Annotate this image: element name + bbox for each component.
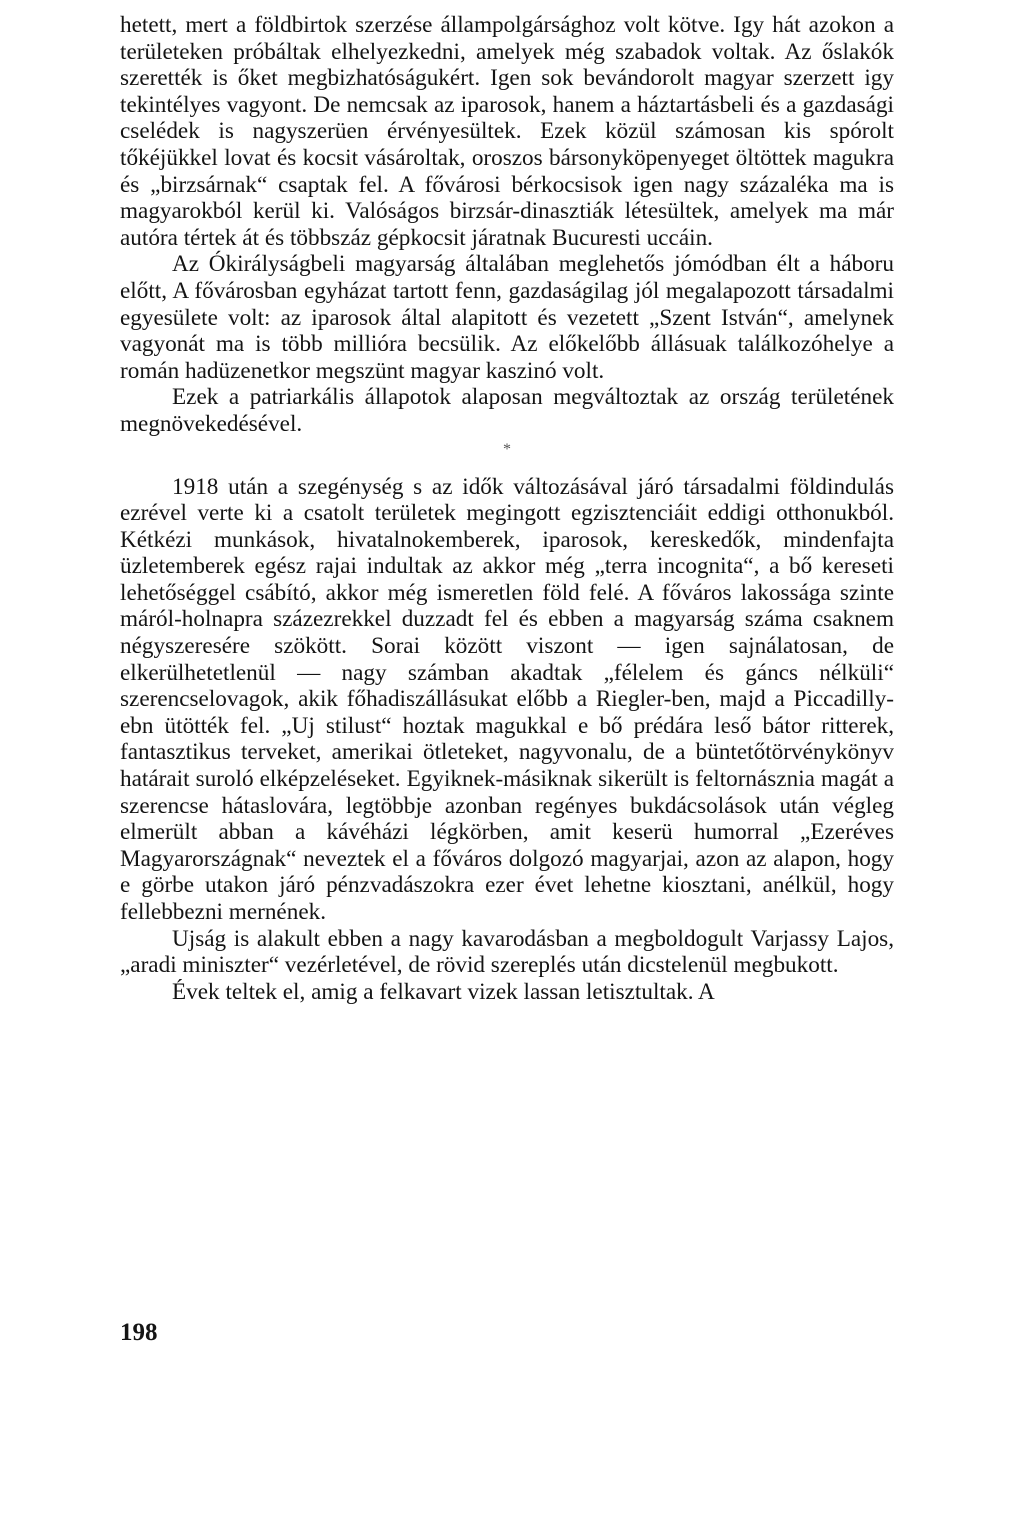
paragraph: hetett, mert a földbirtok szerzése állampolgársághoz volt kötve. Igy hát azokon a területeken próbáltak elhelyezkedni, amelyek még szabadok voltak. Az őslakók szerették is őket megbizhatóságukért. Igen sok bevándorolt magyar szerzett igy tekintélyes vagyont. De nemcsak az iparosok, hanem a háztartásbeli és a gazdasági cselédek is nagyszerüen érvényesültek. Ezek közül számosan kis spórolt tőkéjükkel lovat és kocsit vásároltak, oroszos bársonyköpenyeget öltöttek magukra és „birzsárnak“ csaptak fel. A fővárosi bérkocsisok igen nagy százaléka ma is magyarokból kerül ki. Valóságos birzsár-dinasztiák létesültek, amelyek ma már autóra tértek át és többszáz gépkocsit járatnak Bucuresti uccáin. [120, 12, 894, 251]
paragraph: Az Ókirályságbeli magyarság általában meglehetős jómódban élt a háboru előtt, A fővárosban egyházat tartott fenn, gazdaságilag jól megalapozott társadalmi egyesülete volt: az iparosok által alapitott és vezetett „Szent István“, amelynek vagyonát ma is több millióra becsülik. Az előkelőbb állásuak találkozóhelye a román hadüzenetkor megszünt magyar kaszinó volt. [120, 251, 894, 384]
section-separator: * [503, 440, 511, 458]
page-body [120, 12, 894, 1005]
paragraph: Évek teltek el, amig a felkavart vizek lassan letisztultak. A [172, 978, 715, 1005]
paragraph: Ezek a patriarkális állapotok alaposan megváltoztak az ország területének megnövekedésével. [120, 384, 894, 437]
page-number: 198 [120, 1319, 158, 1346]
paragraph: 1918 után a szegénység s az idők változásával járó társadalmi földindulás ezrével verte ki a csatolt területek megingott egzisztenciáit eddigi otthonukból. Kétkézi munkások, hivatalnokemberek, iparosok, kereskedők, mindenfajta üzletemberek egész rajai indultak az akkor még „terra incognita“, a bő kereseti lehetőséggel csábító, akkor még ismeretlen föld felé. A főváros lakossága szinte máról-holnapra százezrekkel duzzadt fel és ebben a magyarság száma csaknem négyszeresére szökött. Sorai között viszont — igen sajnálatosan, de elkerülhetetlenül — nagy számban akadtak „félelem és gáncs nélküli“ szerencselovagok, akik főhadiszállásukat előbb a Riegler-ben, majd a Piccadilly-ebn ütötték fel. „Uj stilust“ hoztak magukkal e bő prédára leső bátor ritterek, fantasztikus terveket, amerikai ötleteket, nagyvonalu, de a büntetőtörvénykönyv határait suroló elképzeléseket. Egyiknek-másiknak sikerült is feltornásznia magát a szerencse hátaslovára, legtöbbje azonban regényes bukdácsolások után végleg elmerült abban a kávéházi légkörben, amit keserü humorral „Ezeréves Magyarországnak“ neveztek el a főváros dolgozó magyarjai, azon az alapon, hogy e görbe utakon járó pénzvadászokra ezer évet lehetne kiosztani, anélkül, hogy fellebbezni mernének. [120, 473, 894, 925]
spacer [120, 464, 894, 474]
paragraph: Ujság is alakult ebben a nagy kavarodásban a megboldogult Varjassy Lajos, „aradi miniszter“ vezérletével, de rövid szereplés után dicstelenül megbukott. [120, 925, 894, 979]
